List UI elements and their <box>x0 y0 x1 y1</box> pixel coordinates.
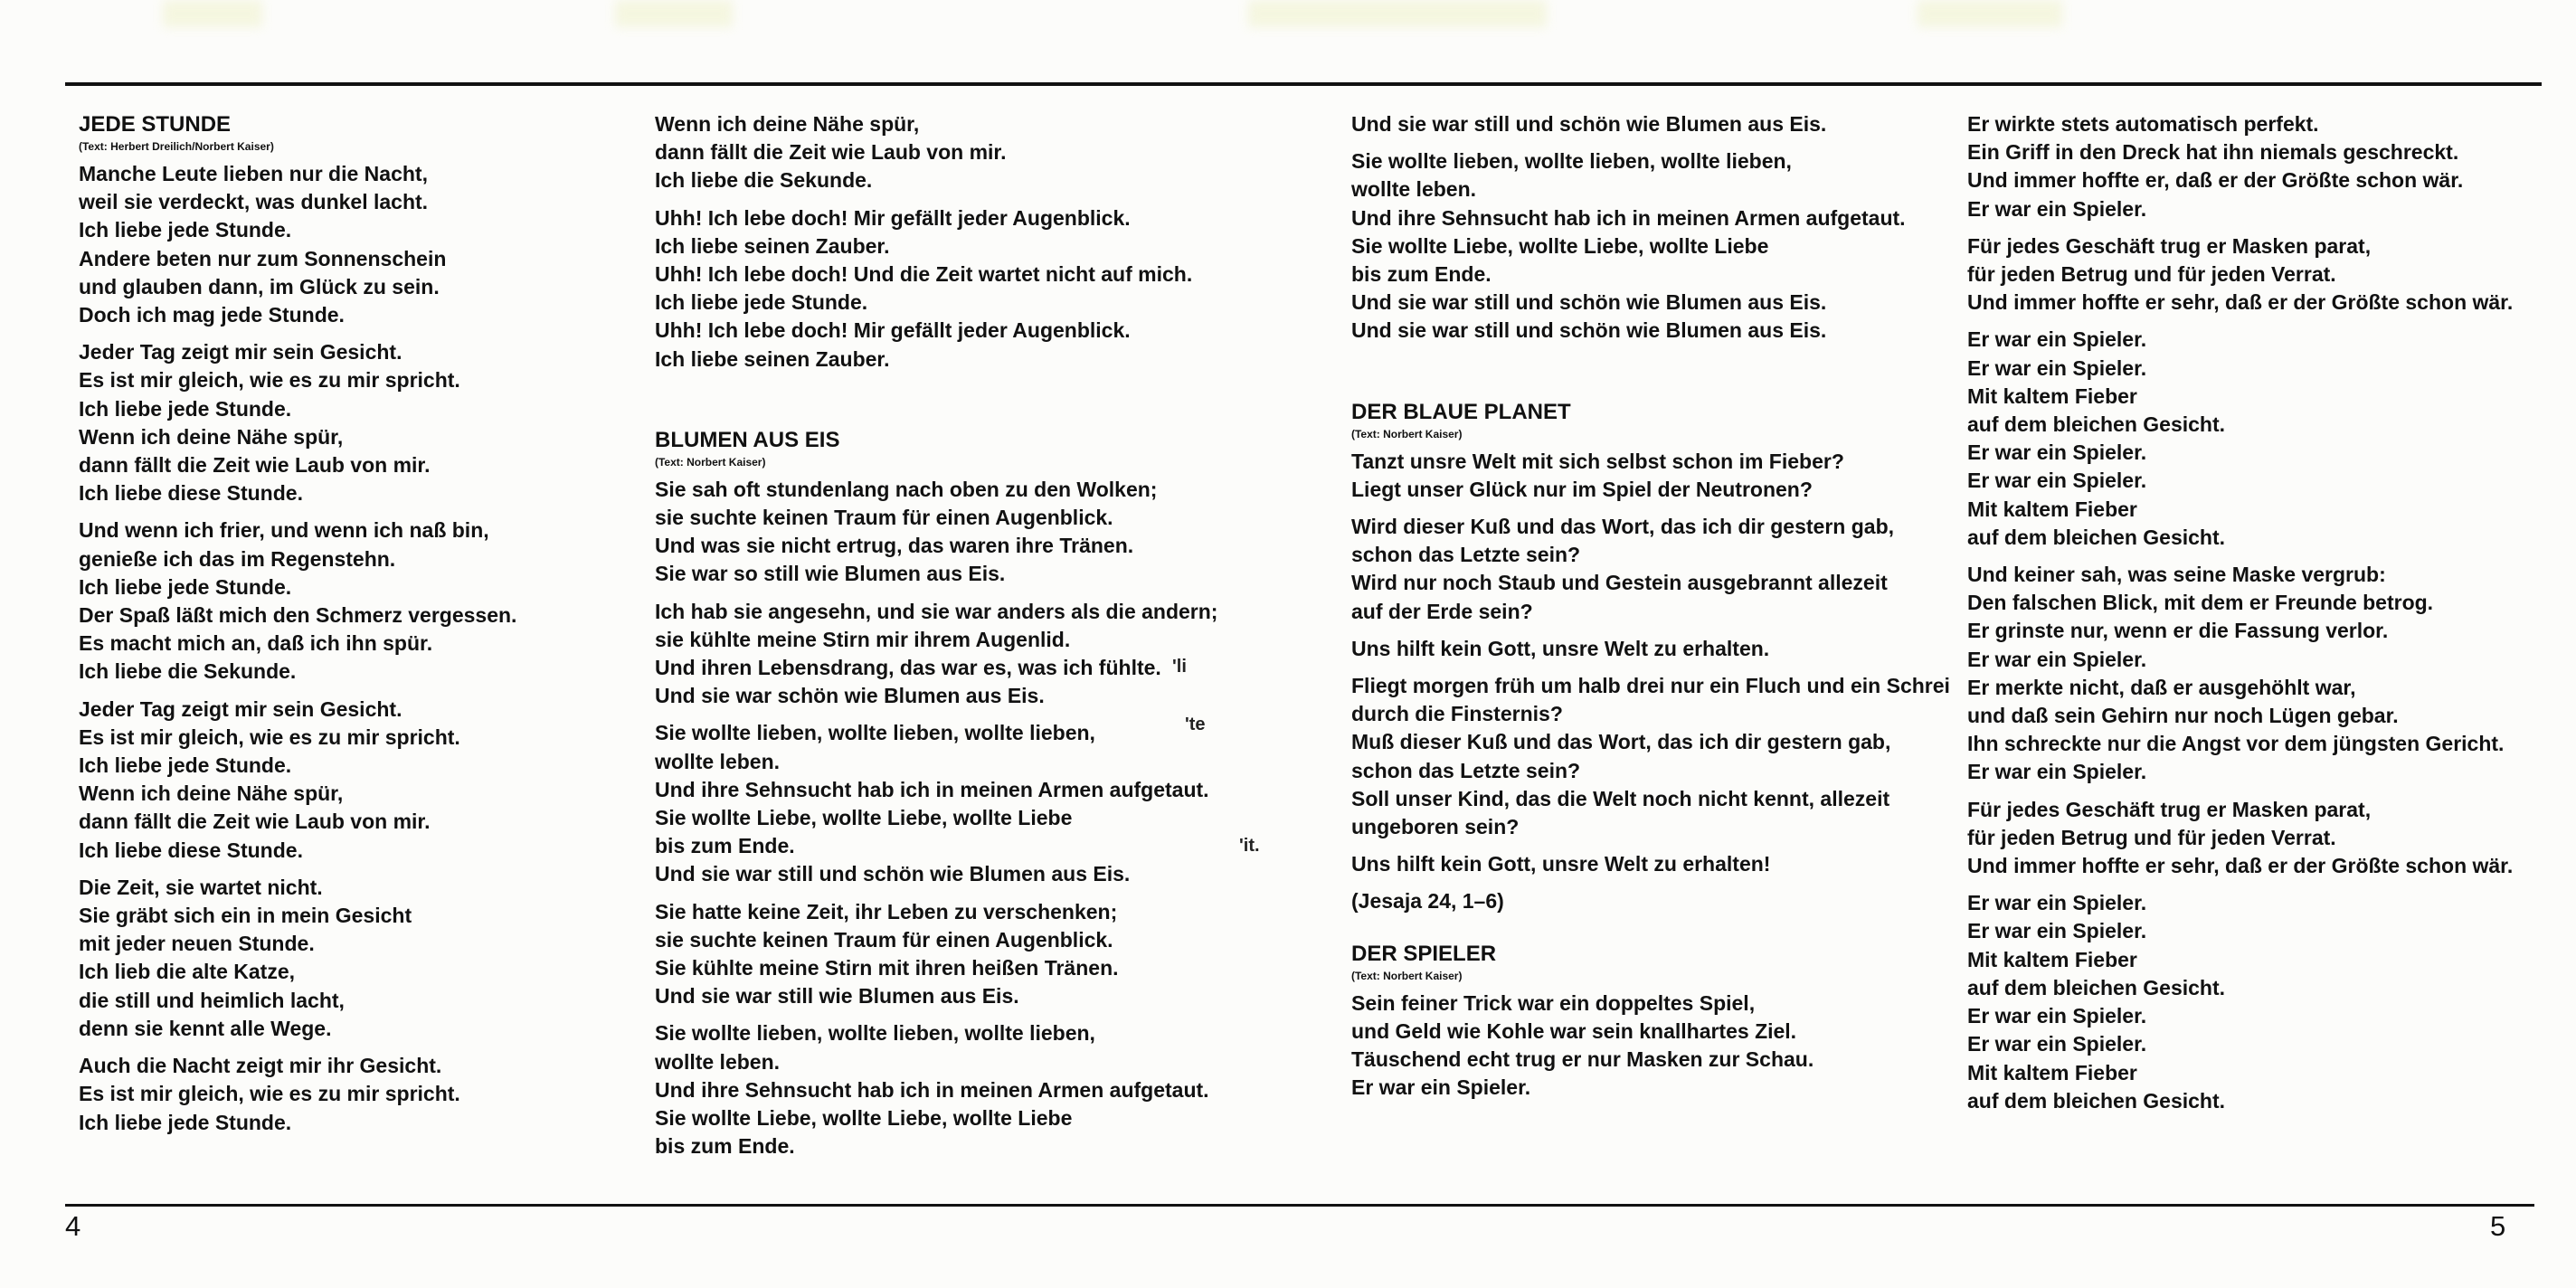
lyric-line: Den falschen Blick, mit dem er Freunde betrog. <box>1967 591 2434 615</box>
stanza <box>1351 672 1984 841</box>
lyric-line: auf dem bleichen Gesicht. <box>1967 975 2226 999</box>
page-number-right: 5 <box>2490 1210 2506 1242</box>
lyric-line: Auch die Nacht zeigt mir ihr Gesicht. <box>79 1054 442 1078</box>
lyric-line: und Geld wie Kohle war sein knallhartes Ziel. <box>1351 1018 1797 1043</box>
lyric-line: Und sie war schön wie Blumen aus Eis. <box>655 684 1045 708</box>
lyric-line: wollte leben. <box>655 749 781 773</box>
lyric-line: Ich liebe diese Stunde. <box>79 481 303 506</box>
lyric-line: Uhh! Ich lebe doch! Mir gefällt jeder Augenblick. <box>655 318 1131 343</box>
stanza <box>79 516 712 686</box>
lyric-line: Für jedes Geschäft trug er Masken parat, <box>1967 797 2372 821</box>
lyric-line: dann fällt die Zeit wie Laub von mir. <box>79 810 431 834</box>
lyric-line: die still und heimlich lacht, <box>79 988 345 1012</box>
stanza <box>79 338 712 507</box>
lyric-line: auf der Erde sein? <box>1351 599 1533 623</box>
lyric-line: und daß sein Gehirn nur noch Lügen gebar. <box>1967 704 2399 728</box>
lyric-line: Ich liebe diese Stunde. <box>79 838 303 862</box>
lyric-line: Und ihren Lebensdrang, das war es, was ich fühlte. <box>655 656 1161 680</box>
lyric-line: Manche Leute lieben nur die Nacht, <box>79 162 428 185</box>
lyric-line: Und wenn ich frier, und wenn ich naß bin, <box>79 518 489 543</box>
lyric-line: genieße ich das im Regenstehn. <box>79 546 396 571</box>
lyric-line: Er war ein Spieler. <box>1967 1032 2147 1056</box>
song-credit: (Text: Norbert Kaiser) <box>1351 427 1463 440</box>
stanza <box>1351 110 1984 138</box>
lyric-line: Er war ein Spieler. <box>1967 196 2147 221</box>
bleed-fragment: 'it. <box>1239 836 1260 856</box>
lyric-line: Liegt unser Glück nur im Spiel der Neutronen? <box>1351 477 1813 501</box>
lyric-line: auf dem bleichen Gesicht. <box>1967 525 2226 549</box>
lyric-line: Der Spaß läßt mich den Schmerz vergessen. <box>79 603 517 628</box>
lyric-line: Ich lieb die alte Katze, <box>79 960 296 984</box>
stanza <box>1967 561 2576 787</box>
lyrics-column-4 <box>1967 110 2576 1124</box>
lyric-line: denn sie kennt alle Wege. <box>79 1016 332 1040</box>
lyric-line: Er war ein Spieler. <box>1967 469 2147 493</box>
lyric-line: Er war ein Spieler. <box>1967 1004 2147 1028</box>
stanza <box>79 160 712 329</box>
lyric-line: Jeder Tag zeigt mir sein Gesicht. <box>79 696 402 721</box>
lyric-line: Und keiner sah, was seine Maske vergrub: <box>1967 563 2386 587</box>
lyric-line: Sein feiner Trick war ein doppeltes Spiel, <box>1351 990 1756 1015</box>
stanza <box>1351 635 1984 663</box>
lyric-line: Sie wollte lieben, wollte lieben, wollte lieben, <box>655 1021 1095 1046</box>
lyric-line: Andere beten nur zum Sonnenschein <box>79 246 447 270</box>
lyric-line: ungeboren sein? <box>1351 815 1520 839</box>
lyric-line: Ich liebe jede Stunde. <box>79 574 292 599</box>
lyric-line: Er war ein Spieler. <box>1967 355 2147 380</box>
lyric-line: Wenn ich deine Nähe spür, <box>79 781 344 806</box>
lyric-line: bis zum Ende. <box>1351 262 1492 287</box>
lyric-line: Es macht mich an, daß ich ihn spür. <box>79 631 433 656</box>
lyric-line: Sie hatte keine Zeit, ihr Leben zu verschenken; <box>655 899 1118 923</box>
lyric-line: Ein Griff in den Dreck hat ihn niemals geschreckt. <box>1967 140 2459 165</box>
song-title: JEDE STUNDE <box>79 112 232 137</box>
lyric-line: durch die Finsternis? <box>1351 702 1563 726</box>
lyric-line: Wenn ich deine Nähe spür, <box>79 424 344 449</box>
stanza <box>1351 147 1984 345</box>
lyric-line: Er war ein Spieler. <box>1351 1075 1531 1100</box>
lyric-line: Mit kaltem Fieber <box>1967 497 2137 521</box>
page-number-left: 4 <box>65 1210 81 1242</box>
lyric-line: Sie wollte Liebe, wollte Liebe, wollte Liebe <box>655 1106 1073 1131</box>
lyric-line: Und ihre Sehnsucht hab ich in meinen Armen aufgetaut. <box>655 1077 1209 1102</box>
stanza <box>655 204 1288 374</box>
lyric-line: Doch ich mag jede Stunde. <box>79 303 345 327</box>
lyric-line: für jeden Betrug und für jeden Verrat. <box>1967 825 2336 849</box>
lyric-line: und glauben dann, im Glück zu sein. <box>79 274 440 298</box>
lyric-line: Ich liebe jede Stunde. <box>79 396 292 421</box>
lyric-line: Ich liebe jede Stunde. <box>79 218 292 242</box>
lyric-line: Jeder Tag zeigt mir sein Gesicht. <box>79 340 402 365</box>
lyric-line: Uns hilft kein Gott, unsre Welt zu erhalten! <box>1351 852 1771 876</box>
section-gap <box>1351 925 1984 940</box>
lyric-line: Und immer hoffte er sehr, daß er der Größte schon wär. <box>1967 854 2514 878</box>
scan-glare <box>615 0 733 27</box>
lyric-line: Er wirkte stets automatisch perfekt. <box>1967 112 2319 136</box>
lyric-line: Soll unser Kind, das die Welt noch nicht kennt, allezeit <box>1351 786 1890 810</box>
lyric-line: weil sie verdeckt, was dunkel lacht. <box>79 190 429 214</box>
stanza <box>1351 990 1984 1103</box>
lyric-line: mit jeder neuen Stunde. <box>79 932 315 956</box>
section-gap <box>1351 355 1984 398</box>
lyric-line: Uns hilft kein Gott, unsre Welt zu erhalten. <box>1351 636 1770 660</box>
lyric-line: für jeden Betrug und für jeden Verrat. <box>1967 262 2336 287</box>
song-title: DER BLAUE PLANET <box>1351 399 1571 424</box>
lyric-line: Ich liebe seinen Zauber. <box>655 233 890 258</box>
lyric-line: Er war ein Spieler. <box>1967 440 2147 465</box>
lyric-line: (Jesaja 24, 1–6) <box>1351 889 1504 914</box>
lyric-line: Ich hab sie angesehn, und sie war anders als die andern; <box>655 599 1218 623</box>
lyrics-column-1 <box>79 110 712 1146</box>
lyric-line: Ich liebe jede Stunde. <box>79 1110 292 1134</box>
stanza <box>1351 887 1984 915</box>
lyric-line: Er merkte nicht, daß er ausgehöhlt war, <box>1967 675 2356 699</box>
lyric-line: Er war ein Spieler. <box>1967 327 2147 352</box>
lyric-line: Es ist mir gleich, wie es zu mir spricht. <box>79 368 460 393</box>
lyric-line: auf dem bleichen Gesicht. <box>1967 1088 2226 1113</box>
bottom-rule <box>65 1204 2534 1207</box>
stanza <box>1351 513 1984 626</box>
lyric-line: Es ist mir gleich, wie es zu mir spricht. <box>79 724 460 749</box>
lyric-line: bis zum Ende. <box>655 834 795 858</box>
lyric-line: Sie wollte Liebe, wollte Liebe, wollte Liebe <box>1351 233 1769 258</box>
stanza <box>1967 889 2576 1115</box>
song-credit: (Text: Norbert Kaiser) <box>655 455 766 469</box>
stanza <box>79 696 712 865</box>
stanza <box>1351 850 1984 878</box>
top-rule <box>65 82 2542 86</box>
lyric-line: Er war ein Spieler. <box>1967 891 2147 915</box>
lyrics-column-2 <box>655 110 1288 1170</box>
lyric-line: Und sie war still wie Blumen aus Eis. <box>655 984 1019 1009</box>
lyric-line: Mit kaltem Fieber <box>1967 384 2137 408</box>
stanza <box>655 598 1288 711</box>
lyric-line: Wenn ich deine Nähe spür, <box>655 112 920 136</box>
stanza <box>655 898 1288 1011</box>
bleed-fragment: 'li <box>1172 657 1187 677</box>
lyric-line: Und ihre Sehnsucht hab ich in meinen Armen aufgetaut. <box>1351 205 1906 230</box>
lyric-line: Sie wollte lieben, wollte lieben, wollte lieben, <box>1351 149 1792 174</box>
section-gap <box>655 383 1288 426</box>
lyric-line: Ich liebe jede Stunde. <box>79 753 292 778</box>
lyric-line: Tanzt unsre Welt mit sich selbst schon im Fieber? <box>1351 449 1844 473</box>
lyric-line: Und ihre Sehnsucht hab ich in meinen Armen aufgetaut. <box>655 777 1209 801</box>
lyric-line: Sie gräbt sich ein in mein Gesicht <box>79 904 412 928</box>
lyric-line: Sie sah oft stundenlang nach oben zu den Wolken; <box>655 477 1158 501</box>
lyric-line: wollte leben. <box>655 1049 781 1074</box>
lyric-line: sie suchte keinen Traum für einen Augenblick. <box>655 506 1113 530</box>
lyric-line: Die Zeit, sie wartet nicht. <box>79 875 323 899</box>
lyric-line: schon das Letzte sein? <box>1351 543 1581 567</box>
stanza <box>655 1019 1288 1160</box>
scan-glare <box>1248 0 1547 27</box>
lyric-line: Mit kaltem Fieber <box>1967 947 2137 971</box>
lyric-line: Muß dieser Kuß und das Wort, das ich dir gestern gab, <box>1351 730 1891 754</box>
song-title: BLUMEN AUS EIS <box>655 427 840 452</box>
stanza <box>1967 110 2576 223</box>
lyric-line: Ich liebe seinen Zauber. <box>655 346 890 371</box>
lyric-line: Und sie war still und schön wie Blumen aus Eis. <box>655 862 1131 886</box>
lyric-line: Ihn schreckte nur die Angst vor dem jüngsten Gericht. <box>1967 732 2505 756</box>
scan-glare <box>163 0 262 27</box>
lyric-line: Ich liebe jede Stunde. <box>655 290 868 315</box>
lyric-line: Es ist mir gleich, wie es zu mir spricht. <box>79 1082 460 1106</box>
lyric-line: Sie wollte lieben, wollte lieben, wollte lieben, <box>655 721 1095 745</box>
lyric-line: wollte leben. <box>1351 177 1477 202</box>
lyric-line: sie kühlte meine Stirn mir ihrem Augenlid. <box>655 627 1071 651</box>
stanza <box>655 476 1288 589</box>
lyric-line: Sie kühlte meine Stirn mit ihren heißen Tränen. <box>655 956 1119 980</box>
lyrics-column-3 <box>1351 110 1984 1111</box>
lyric-line: bis zum Ende. <box>655 1134 795 1159</box>
bleed-fragment: 'te <box>1185 715 1206 734</box>
lyric-line: Mit kaltem Fieber <box>1967 1060 2137 1084</box>
stanza <box>1967 232 2576 317</box>
lyric-line: Und immer hoffte er sehr, daß er der Größte schon wär. <box>1967 290 2514 315</box>
lyric-line: dann fällt die Zeit wie Laub von mir. <box>655 140 1007 165</box>
lyric-line: Wird nur noch Staub und Gestein ausgebrannt allezeit <box>1351 571 1888 595</box>
song-title: DER SPIELER <box>1351 941 1497 966</box>
lyric-line: Uhh! Ich lebe doch! Mir gefällt jeder Augenblick. <box>655 205 1131 230</box>
lyric-line: Und sie war still und schön wie Blumen aus Eis. <box>1351 290 1827 315</box>
stanza <box>655 719 1288 888</box>
lyric-line: Fliegt morgen früh um halb drei nur ein Fluch und ein Schrei <box>1351 674 1950 698</box>
lyric-line: Sie war so still wie Blumen aus Eis. <box>655 562 1006 586</box>
lyric-line: schon das Letzte sein? <box>1351 758 1581 782</box>
lyric-line: Täuschend echt trug er nur Masken zur Schau. <box>1351 1047 1814 1072</box>
song-credit: (Text: Norbert Kaiser) <box>1351 969 1463 982</box>
lyric-line: Er war ein Spieler. <box>1967 919 2147 943</box>
lyric-line: Und sie war still und schön wie Blumen aus Eis. <box>1351 112 1827 136</box>
lyric-line: Und immer hoffte er, daß er der Größte schon wär. <box>1967 168 2464 193</box>
lyric-line: Und sie war still und schön wie Blumen aus Eis. <box>1351 318 1827 343</box>
lyric-line: Uhh! Ich lebe doch! Und die Zeit wartet nicht auf mich. <box>655 262 1193 287</box>
lyric-line: Er war ein Spieler. <box>1967 760 2147 784</box>
lyric-line: auf dem bleichen Gesicht. <box>1967 412 2226 437</box>
stanza <box>655 110 1288 195</box>
lyric-line: sie suchte keinen Traum für einen Augenblick. <box>655 927 1113 952</box>
lyric-line: Ich liebe die Sekunde. <box>79 659 297 684</box>
lyric-line: dann fällt die Zeit wie Laub von mir. <box>79 453 431 478</box>
stanza <box>79 1052 712 1137</box>
lyric-line: Er war ein Spieler. <box>1967 647 2147 671</box>
song-credit: (Text: Herbert Dreilich/Norbert Kaiser) <box>79 140 274 153</box>
stanza <box>79 874 712 1043</box>
stanza <box>1967 326 2576 552</box>
lyric-line: Wird dieser Kuß und das Wort, das ich dir gestern gab, <box>1351 515 1895 539</box>
lyric-line: Er grinste nur, wenn er die Fassung verlor. <box>1967 619 2389 643</box>
stanza <box>1967 796 2576 881</box>
stanza <box>1351 448 1984 504</box>
lyric-line: Und was sie nicht ertrug, das waren ihre Tränen. <box>655 534 1134 558</box>
lyric-line: Sie wollte Liebe, wollte Liebe, wollte Liebe <box>655 806 1073 830</box>
lyric-line: Ich liebe die Sekunde. <box>655 168 873 193</box>
scan-glare <box>1918 0 2062 27</box>
lyric-line: Für jedes Geschäft trug er Masken parat, <box>1967 233 2372 258</box>
